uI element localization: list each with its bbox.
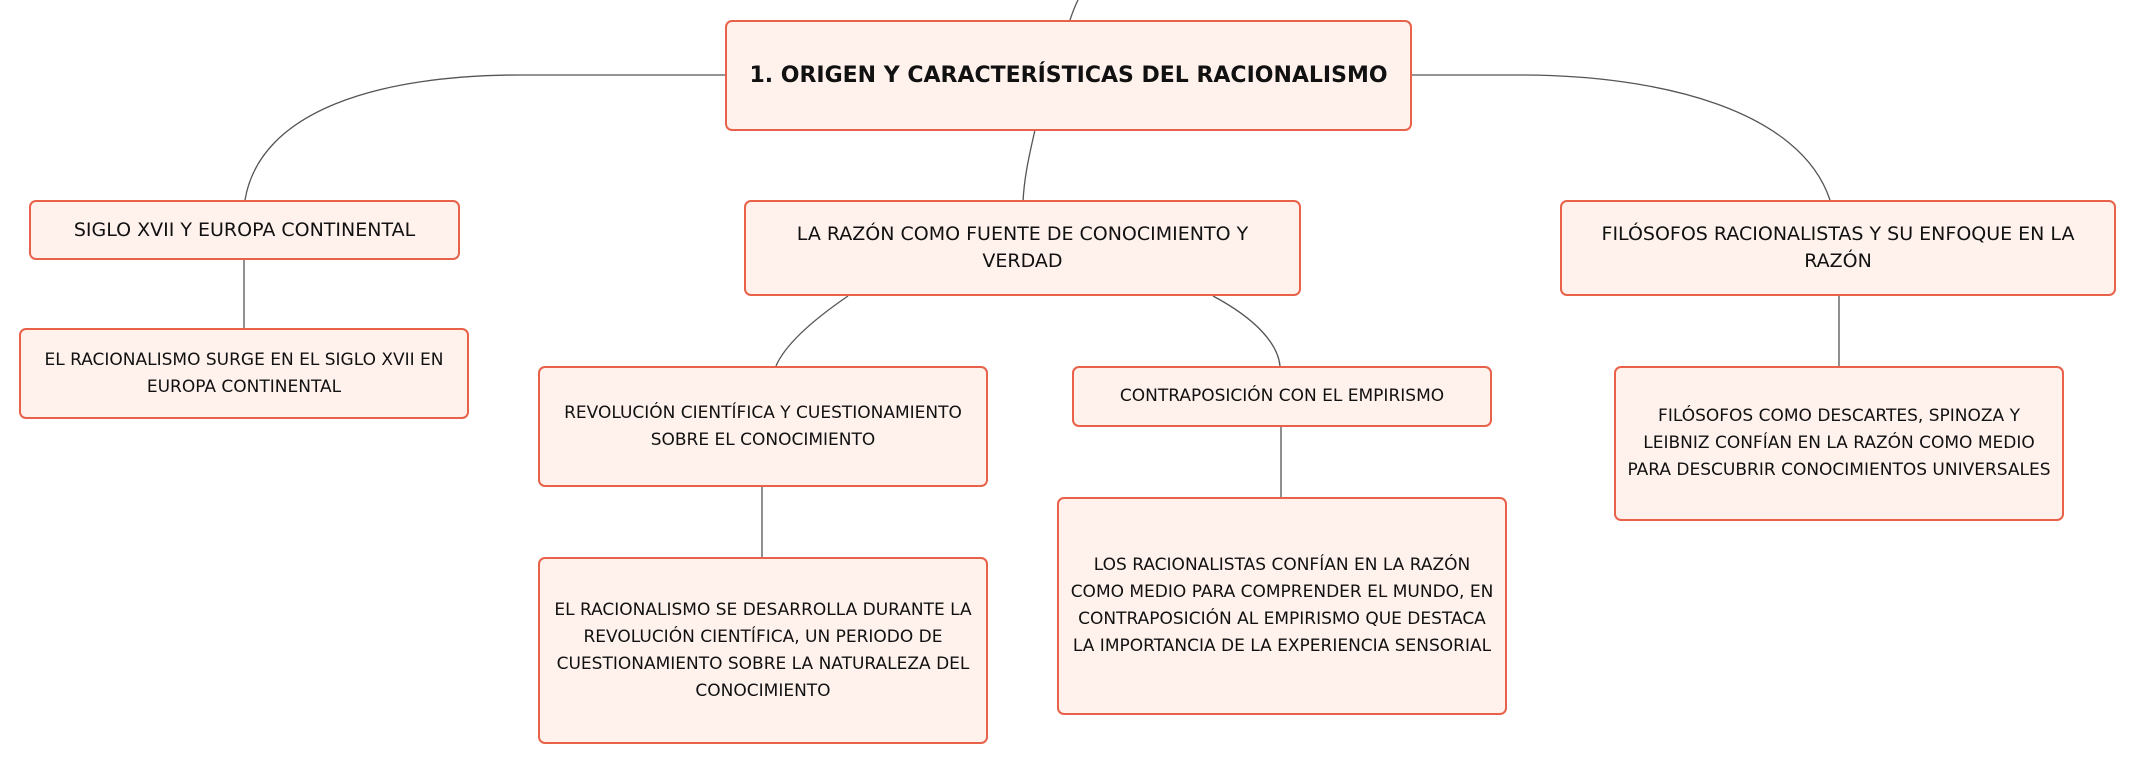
- connector-root-filosofos: [1410, 75, 1830, 200]
- topic-siglo-xvii[interactable]: SIGLO XVII Y EUROPA CONTINENTAL: [29, 200, 460, 260]
- connector-razon-revolucion: [776, 296, 848, 366]
- connector-razon-contraposicion: [1213, 296, 1280, 366]
- topic-razon-fuente[interactable]: LA RAZÓN COMO FUENTE DE CONOCIMIENTO Y VERDAD: [744, 200, 1301, 296]
- connector-root-parent: [1070, 0, 1078, 20]
- topic-filosofos-racionalistas[interactable]: FILÓSOFOS RACIONALISTAS Y SU ENFOQUE EN LA RAZÓN: [1560, 200, 2116, 296]
- subtopic-siglo-xvii-detail[interactable]: EL RACIONALISMO SURGE EN EL SIGLO XVII EN EUROPA CONTINENTAL: [19, 328, 469, 419]
- connector-root-razon: [1023, 130, 1035, 202]
- connector-root-siglo: [245, 75, 728, 200]
- root-topic[interactable]: 1. ORIGEN Y CARACTERÍSTICAS DEL RACIONALISMO: [725, 20, 1412, 131]
- subtopic-contraposicion-empirismo[interactable]: CONTRAPOSICIÓN CON EL EMPIRISMO: [1072, 366, 1492, 427]
- subtopic-contraposicion-detail[interactable]: LOS RACIONALISTAS CONFÍAN EN LA RAZÓN COMO MEDIO PARA COMPRENDER EL MUNDO, EN CONTRAPOSICIÓN AL EMPIRISMO QUE DESTACA LA IMPORTANCIA DE LA EXPERIENCIA SENSORIAL: [1057, 497, 1507, 715]
- subtopic-revolucion-detail[interactable]: EL RACIONALISMO SE DESARROLLA DURANTE LA REVOLUCIÓN CIENTÍFICA, UN PERIODO DE CUESTIONAMIENTO SOBRE LA NATURALEZA DEL CONOCIMIENTO: [538, 557, 988, 744]
- subtopic-revolucion-cientifica[interactable]: REVOLUCIÓN CIENTÍFICA Y CUESTIONAMIENTO SOBRE EL CONOCIMIENTO: [538, 366, 988, 487]
- subtopic-filosofos-detail[interactable]: FILÓSOFOS COMO DESCARTES, SPINOZA Y LEIBNIZ CONFÍAN EN LA RAZÓN COMO MEDIO PARA DESCUBRIR CONOCIMIENTOS UNIVERSALES: [1614, 366, 2064, 521]
